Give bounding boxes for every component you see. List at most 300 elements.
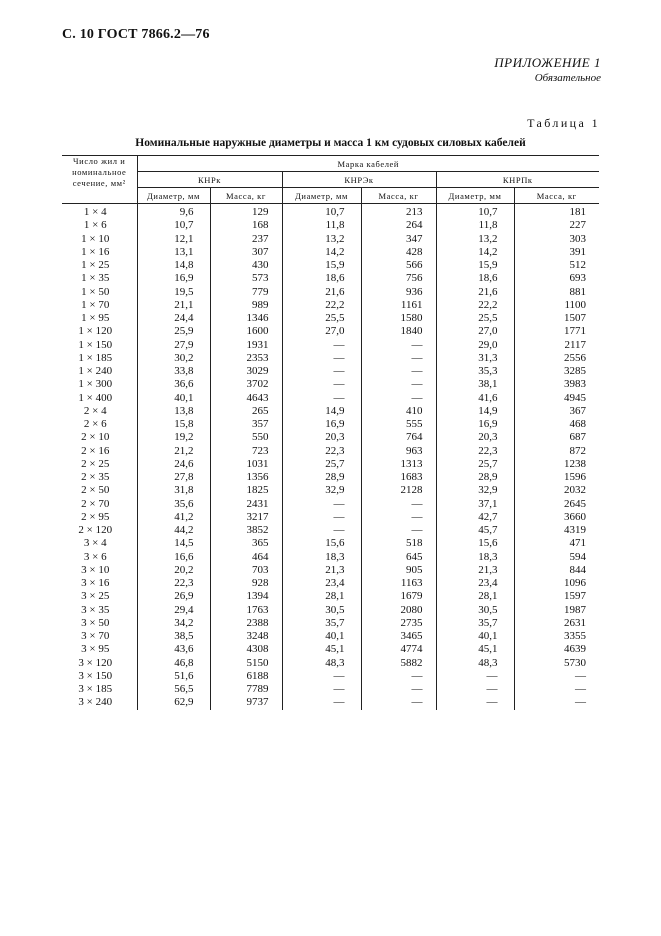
cell-section: 3 × 10 [81, 563, 110, 576]
cell-mass: 2645 [514, 498, 599, 511]
cell-diameter: 21,3 [436, 564, 514, 577]
cell-section: 3 × 185 [78, 683, 113, 696]
cell-mass: 1096 [514, 577, 599, 590]
cell-section: 1 × 240 [78, 365, 113, 378]
cell-section: 1 × 6 [83, 219, 107, 232]
cell-mass: 264 [361, 219, 436, 232]
cell-diameter: 30,2 [137, 352, 210, 365]
cell-diameter: 16,6 [137, 551, 210, 564]
table-row [62, 219, 599, 232]
cell-diameter: — [282, 365, 361, 378]
cell-mass: 1840 [361, 325, 436, 338]
cell-mass: 265 [210, 405, 282, 418]
table-row [62, 670, 599, 683]
cell-mass: 645 [361, 551, 436, 564]
cell-diameter: 14,8 [137, 259, 210, 272]
cell-diameter: 21,3 [282, 564, 361, 577]
table-row [62, 657, 599, 670]
cell-mass: 1507 [514, 312, 599, 325]
table-row [62, 312, 599, 325]
table-row [62, 325, 599, 338]
cell-mass: 2128 [361, 484, 436, 497]
table-row [62, 233, 599, 246]
cell-mass: 129 [210, 204, 282, 220]
cell-mass: 307 [210, 246, 282, 259]
cell-mass: 471 [514, 537, 599, 550]
cell-section: 3 × 4 [83, 537, 107, 550]
cell-mass: 1596 [514, 471, 599, 484]
cell-section: 3 × 150 [78, 669, 113, 682]
cell-diameter: 48,3 [436, 657, 514, 670]
table-row [62, 537, 599, 550]
cell-diameter: 16,9 [282, 418, 361, 431]
cell-diameter: — [282, 683, 361, 696]
cell-diameter: 23,4 [436, 577, 514, 590]
cell-mass: 410 [361, 405, 436, 418]
cell-mass: 347 [361, 233, 436, 246]
cell-mass: 1161 [361, 299, 436, 312]
table-row [62, 590, 599, 603]
mass-header: Масса, кг [361, 188, 436, 204]
cell-diameter: 35,6 [137, 498, 210, 511]
cell-diameter: 31,3 [436, 352, 514, 365]
cell-diameter: 25,7 [436, 458, 514, 471]
table-row [62, 471, 599, 484]
cell-mass: — [361, 524, 436, 537]
mass-header: Масса, кг [514, 188, 599, 204]
cell-mass: 5730 [514, 657, 599, 670]
table-row [62, 286, 599, 299]
cell-mass: 779 [210, 286, 282, 299]
cell-mass: 756 [361, 272, 436, 285]
cell-mass: 3285 [514, 365, 599, 378]
cell-mass: — [361, 696, 436, 709]
cell-mass: 3660 [514, 511, 599, 524]
cell-mass: 9737 [210, 696, 282, 709]
cell-diameter: 22,3 [137, 577, 210, 590]
cell-diameter: 35,7 [436, 617, 514, 630]
cell-mass: 1763 [210, 604, 282, 617]
cell-mass: 764 [361, 431, 436, 444]
cell-section: 3 × 240 [78, 696, 113, 709]
cell-section: 3 × 35 [81, 603, 110, 616]
table-row [62, 445, 599, 458]
cell-diameter: 28,1 [436, 590, 514, 603]
cell-diameter: 14,2 [282, 246, 361, 259]
cell-mass: 2556 [514, 352, 599, 365]
table-row [62, 696, 599, 709]
cell-diameter: 11,8 [436, 219, 514, 232]
cell-mass: 550 [210, 431, 282, 444]
cell-diameter: 27,0 [436, 325, 514, 338]
cell-mass: 2080 [361, 604, 436, 617]
diameter-header: Диаметр, мм [137, 188, 210, 204]
cell-mass: 844 [514, 564, 599, 577]
cell-mass: 3248 [210, 630, 282, 643]
cell-diameter: 20,3 [282, 431, 361, 444]
cell-diameter: 21,6 [282, 286, 361, 299]
cell-section: 1 × 95 [81, 312, 110, 325]
cell-section: 3 × 70 [81, 630, 110, 643]
cell-diameter: 35,3 [436, 365, 514, 378]
cell-mass: 512 [514, 259, 599, 272]
cell-diameter: 36,6 [137, 378, 210, 391]
cell-diameter: 20,2 [137, 564, 210, 577]
cell-section: 2 × 50 [81, 484, 110, 497]
cell-mass: 905 [361, 564, 436, 577]
cell-section: 1 × 185 [78, 351, 113, 364]
table-row [62, 378, 599, 391]
cell-diameter: 14,9 [282, 405, 361, 418]
cell-diameter: 43,6 [137, 643, 210, 656]
cell-diameter: 19,5 [137, 286, 210, 299]
cell-mass: 7789 [210, 683, 282, 696]
cell-diameter: 16,9 [137, 272, 210, 285]
cell-diameter: 13,2 [282, 233, 361, 246]
cell-diameter: 27,0 [282, 325, 361, 338]
cell-diameter: 28,1 [282, 590, 361, 603]
cell-diameter: 40,1 [282, 630, 361, 643]
cell-diameter: 41,6 [436, 392, 514, 405]
cell-diameter: 51,6 [137, 670, 210, 683]
cell-mass: 428 [361, 246, 436, 259]
cell-diameter: 28,9 [436, 471, 514, 484]
cell-diameter: 21,6 [436, 286, 514, 299]
cell-mass: 4308 [210, 643, 282, 656]
mass-header: Масса, кг [210, 188, 282, 204]
brand-header-knrk: КНРк [137, 172, 282, 188]
table-row [62, 259, 599, 272]
cell-diameter: 20,3 [436, 431, 514, 444]
cell-section: 2 × 16 [81, 444, 110, 457]
cell-diameter: — [282, 498, 361, 511]
cell-mass: 594 [514, 551, 599, 564]
cell-section: 2 × 4 [83, 404, 107, 417]
table-row [62, 524, 599, 537]
cell-diameter: 21,2 [137, 445, 210, 458]
table-row [62, 498, 599, 511]
cell-diameter: 25,7 [282, 458, 361, 471]
cell-diameter: — [282, 511, 361, 524]
cell-section: 1 × 50 [81, 285, 110, 298]
cell-mass: 237 [210, 233, 282, 246]
cell-diameter: 21,1 [137, 299, 210, 312]
page-header: С. 10 ГОСТ 7866.2—76 [62, 27, 210, 42]
cell-section: 1 × 70 [81, 298, 110, 311]
cell-section: 2 × 120 [78, 524, 113, 537]
cell-section: 2 × 35 [81, 471, 110, 484]
cell-section: 1 × 120 [78, 325, 113, 338]
cell-section: 3 × 120 [78, 656, 113, 669]
stub-header-line: Число жил и [73, 156, 126, 166]
cell-mass: 1931 [210, 339, 282, 352]
cell-section: 2 × 25 [81, 457, 110, 470]
cell-diameter: 18,6 [436, 272, 514, 285]
cell-diameter: 30,5 [436, 604, 514, 617]
cell-mass: 3465 [361, 630, 436, 643]
cell-section: 3 × 16 [81, 577, 110, 590]
cell-diameter: — [282, 696, 361, 709]
cell-mass: 1987 [514, 604, 599, 617]
stub-header-line: номинальное [72, 167, 127, 177]
cell-mass: 1771 [514, 325, 599, 338]
cell-mass: 1313 [361, 458, 436, 471]
cell-mass: 3852 [210, 524, 282, 537]
cell-diameter: — [436, 670, 514, 683]
table-row [62, 299, 599, 312]
cell-mass: 1394 [210, 590, 282, 603]
diameter-header: Диаметр, мм [282, 188, 361, 204]
cell-diameter: 15,6 [282, 537, 361, 550]
cell-mass: 3029 [210, 365, 282, 378]
cell-diameter: 14,2 [436, 246, 514, 259]
cell-mass: 5882 [361, 657, 436, 670]
cell-mass: — [361, 339, 436, 352]
cell-diameter: 45,1 [436, 643, 514, 656]
cell-mass: 213 [361, 204, 436, 220]
diameter-header: Диаметр, мм [436, 188, 514, 204]
group-header: Марка кабелей [137, 156, 599, 172]
cell-mass: 1683 [361, 471, 436, 484]
cell-mass: 693 [514, 272, 599, 285]
appendix-title: ПРИЛОЖЕНИЕ 1 [494, 55, 601, 70]
cell-diameter: 9,6 [137, 204, 210, 220]
table-row [62, 418, 599, 431]
cell-mass: 703 [210, 564, 282, 577]
cell-diameter: 34,2 [137, 617, 210, 630]
cell-diameter: 15,9 [282, 259, 361, 272]
cell-mass: 3702 [210, 378, 282, 391]
table-row [62, 643, 599, 656]
cell-mass: — [514, 670, 599, 683]
cell-mass: — [361, 378, 436, 391]
cell-section: 2 × 70 [81, 497, 110, 510]
cell-diameter: 23,4 [282, 577, 361, 590]
cell-mass: 936 [361, 286, 436, 299]
table-row [62, 458, 599, 471]
cell-section: 1 × 400 [78, 391, 113, 404]
cell-diameter: — [282, 670, 361, 683]
cell-diameter: 18,6 [282, 272, 361, 285]
cell-mass: 303 [514, 233, 599, 246]
cell-mass: 2353 [210, 352, 282, 365]
cell-mass: 1163 [361, 577, 436, 590]
cell-diameter: 40,1 [137, 392, 210, 405]
cell-mass: 464 [210, 551, 282, 564]
cell-diameter: 22,3 [436, 445, 514, 458]
cell-diameter: 38,5 [137, 630, 210, 643]
table-body [62, 204, 599, 710]
cell-section: 1 × 4 [83, 206, 107, 219]
table-row [62, 604, 599, 617]
cell-diameter: 45,1 [282, 643, 361, 656]
table-row [62, 564, 599, 577]
cell-diameter: 37,1 [436, 498, 514, 511]
cell-diameter: — [282, 352, 361, 365]
cell-mass: 2032 [514, 484, 599, 497]
cell-mass: 1346 [210, 312, 282, 325]
cell-mass: 518 [361, 537, 436, 550]
cell-diameter: 35,7 [282, 617, 361, 630]
table-label: Таблица 1 [527, 116, 600, 130]
table-row [62, 204, 599, 220]
cell-mass: 555 [361, 418, 436, 431]
cell-mass: 573 [210, 272, 282, 285]
cell-diameter: 32,9 [282, 484, 361, 497]
cell-diameter: 38,1 [436, 378, 514, 391]
appendix-block [494, 55, 601, 84]
cell-mass: 881 [514, 286, 599, 299]
cell-diameter: 46,8 [137, 657, 210, 670]
cell-mass: 468 [514, 418, 599, 431]
cell-diameter: 41,2 [137, 511, 210, 524]
cell-mass: 723 [210, 445, 282, 458]
cell-section: 2 × 10 [81, 431, 110, 444]
table-row [62, 484, 599, 497]
cell-mass: 2388 [210, 617, 282, 630]
cell-diameter: 27,8 [137, 471, 210, 484]
table-row [62, 352, 599, 365]
cell-section: 3 × 25 [81, 590, 110, 603]
cell-section: 1 × 35 [81, 272, 110, 285]
cell-mass: 5150 [210, 657, 282, 670]
cell-mass: 1238 [514, 458, 599, 471]
cell-mass: 566 [361, 259, 436, 272]
table-row [62, 511, 599, 524]
cell-diameter: 26,9 [137, 590, 210, 603]
cell-diameter: 42,7 [436, 511, 514, 524]
cell-mass: — [514, 696, 599, 709]
table-row [62, 630, 599, 643]
cell-section: 1 × 25 [81, 259, 110, 272]
cell-mass: 4774 [361, 643, 436, 656]
cell-mass: 227 [514, 219, 599, 232]
table-row [62, 365, 599, 378]
cell-diameter: 15,6 [436, 537, 514, 550]
cell-mass: 3217 [210, 511, 282, 524]
cell-mass: 367 [514, 405, 599, 418]
cell-diameter: 15,8 [137, 418, 210, 431]
table-row [62, 246, 599, 259]
cell-mass: 1031 [210, 458, 282, 471]
brand-header-knrpk: КНРПк [436, 172, 599, 188]
cell-mass: 989 [210, 299, 282, 312]
cell-diameter: 22,2 [282, 299, 361, 312]
cell-section: 3 × 50 [81, 616, 110, 629]
cell-section: 3 × 6 [83, 550, 107, 563]
table-row [62, 339, 599, 352]
cell-diameter: 28,9 [282, 471, 361, 484]
cell-diameter: — [282, 524, 361, 537]
cell-diameter: — [282, 378, 361, 391]
cell-diameter: 45,7 [436, 524, 514, 537]
cell-mass: 3983 [514, 378, 599, 391]
cell-diameter: 31,8 [137, 484, 210, 497]
cell-diameter: 22,3 [282, 445, 361, 458]
cell-diameter: 15,9 [436, 259, 514, 272]
cell-mass: 4945 [514, 392, 599, 405]
cell-section: 2 × 6 [83, 418, 107, 431]
cell-mass: 963 [361, 445, 436, 458]
stub-header-line: сечение, мм² [72, 178, 126, 188]
cell-diameter: 11,8 [282, 219, 361, 232]
cell-diameter: 30,5 [282, 604, 361, 617]
table-caption: Номинальные наружные диаметры и масса 1 км судовых силовых кабелей [135, 137, 526, 149]
cell-diameter: 25,5 [436, 312, 514, 325]
cell-mass: — [361, 670, 436, 683]
cell-diameter: 19,2 [137, 431, 210, 444]
cell-mass: 2631 [514, 617, 599, 630]
cell-mass: 3355 [514, 630, 599, 643]
cell-diameter: — [436, 683, 514, 696]
table-row [62, 617, 599, 630]
cell-mass: 2117 [514, 339, 599, 352]
cell-diameter: — [282, 339, 361, 352]
cell-mass: 687 [514, 431, 599, 444]
cell-mass: 430 [210, 259, 282, 272]
cell-mass: 2735 [361, 617, 436, 630]
cell-mass: 928 [210, 577, 282, 590]
cell-mass: 1597 [514, 590, 599, 603]
appendix-subtitle: Обязательное [534, 72, 601, 84]
cell-diameter: 25,5 [282, 312, 361, 325]
cell-diameter: 40,1 [436, 630, 514, 643]
cell-diameter: 22,2 [436, 299, 514, 312]
cell-mass: 1100 [514, 299, 599, 312]
cell-section: 1 × 300 [78, 378, 113, 391]
cable-table [62, 155, 599, 710]
cell-mass: 1356 [210, 471, 282, 484]
cell-section: 3 × 95 [81, 643, 110, 656]
table-row [62, 392, 599, 405]
cell-diameter: 32,9 [436, 484, 514, 497]
cell-diameter: 13,8 [137, 405, 210, 418]
cell-diameter: 10,7 [282, 204, 361, 220]
cell-mass: 1600 [210, 325, 282, 338]
cell-diameter: 62,9 [137, 696, 210, 709]
cell-mass: — [361, 683, 436, 696]
table-row [62, 551, 599, 564]
cell-mass: — [361, 498, 436, 511]
cell-diameter: 10,7 [137, 219, 210, 232]
cell-mass: 391 [514, 246, 599, 259]
cell-mass: 357 [210, 418, 282, 431]
cell-section: 1 × 10 [81, 232, 110, 245]
cell-diameter: 56,5 [137, 683, 210, 696]
cell-mass: — [361, 365, 436, 378]
cell-mass: 1679 [361, 590, 436, 603]
cell-mass: 1825 [210, 484, 282, 497]
brand-header-knrek: КНРЭк [282, 172, 436, 188]
cell-diameter: 29,0 [436, 339, 514, 352]
cell-diameter: 29,4 [137, 604, 210, 617]
cell-section: 1 × 16 [81, 245, 110, 258]
cell-mass: 6188 [210, 670, 282, 683]
cell-diameter: 14,5 [137, 537, 210, 550]
cell-diameter: 44,2 [137, 524, 210, 537]
cell-mass: 1580 [361, 312, 436, 325]
table-row [62, 272, 599, 285]
cell-mass: 181 [514, 204, 599, 220]
cell-mass: 2431 [210, 498, 282, 511]
cell-diameter: 18,3 [436, 551, 514, 564]
cell-diameter: 18,3 [282, 551, 361, 564]
cell-diameter: 13,1 [137, 246, 210, 259]
cell-diameter: 14,9 [436, 405, 514, 418]
cell-mass: 168 [210, 219, 282, 232]
cell-diameter: 12,1 [137, 233, 210, 246]
cell-mass: 872 [514, 445, 599, 458]
